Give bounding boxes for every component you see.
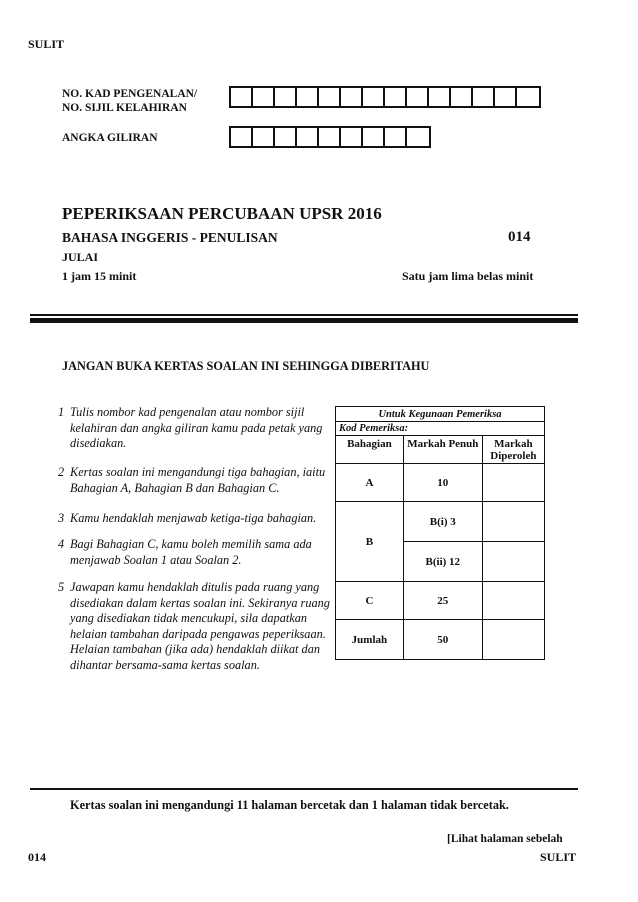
instruction-2: [58, 465, 336, 496]
digit-box[interactable]: [407, 88, 429, 106]
row-b-marks-1: B(i) 3: [403, 502, 482, 542]
digit-box[interactable]: [253, 88, 275, 106]
digit-box[interactable]: [407, 128, 429, 146]
instruction-5: [58, 580, 336, 673]
instruction-1: [58, 405, 336, 452]
exam-code: 014: [508, 229, 531, 245]
rule-thin-top: [30, 314, 578, 316]
col-bahagian: Bahagian: [336, 436, 404, 464]
digit-box[interactable]: [473, 88, 495, 106]
digit-box[interactable]: [429, 88, 451, 106]
digit-box[interactable]: [495, 88, 517, 106]
instruction-text: Kamu hendaklah menjawab ketiga-tiga bahagian.: [70, 511, 317, 525]
exam-month: JULAI: [62, 250, 99, 264]
instruction-3: [58, 511, 336, 527]
row-a-marks: 10: [403, 464, 482, 502]
instruction-number: 2: [58, 465, 65, 479]
rule-thick: [30, 318, 578, 323]
sulit-top: SULIT: [28, 37, 65, 51]
digit-box[interactable]: [297, 128, 319, 146]
ic-number-boxes[interactable]: [229, 86, 541, 108]
digit-box[interactable]: [231, 88, 253, 106]
instruction-number: 4: [58, 537, 65, 551]
angka-giliran-boxes[interactable]: [229, 126, 431, 148]
rule-bottom: [30, 788, 578, 790]
row-total-marks: 50: [403, 620, 482, 660]
digit-box[interactable]: [517, 88, 539, 106]
row-b-score-2[interactable]: [482, 542, 544, 582]
instruction-number: 1: [58, 405, 65, 419]
instruction-text: Bagi Bahagian C, kamu boleh memilih sama ada menjawab Soalan 1 atau Soalan 2.: [70, 537, 312, 567]
digit-box[interactable]: [253, 128, 275, 146]
digit-box[interactable]: [341, 128, 363, 146]
row-c-score[interactable]: [482, 582, 544, 620]
row-total-score[interactable]: [482, 620, 544, 660]
instruction-number: 3: [58, 511, 65, 525]
angka-giliran-label: ANGKA GILIRAN: [62, 132, 158, 144]
kod-pemeriksa: Kod Pemeriksa:: [336, 422, 545, 436]
instruction-text: Jawapan kamu hendaklah ditulis pada ruang yang disediakan dalam kertas soalan ini. Sekiranya ruang yang disediakan tidak mencukupi, sila dapatkan helaian tambahan daripada pengawas peperiksaan. Helaian tambahan (jika ada) hendaklah diikat dan dihantar bersama-sama kertas soalan.: [70, 580, 330, 672]
exam-duration: 1 jam 15 minit: [62, 269, 137, 283]
code-bottom: 014: [28, 850, 46, 864]
instruction-text: Tulis nombor kad pengenalan atau nombor sijil kelahiran dan angka giliran kamu pada petak yang disediakan.: [70, 405, 323, 450]
row-total-label: Jumlah: [336, 620, 404, 660]
row-c-marks: 25: [403, 582, 482, 620]
ic-label-line-1: NO. KAD PENGENALAN/: [62, 88, 198, 100]
exam-duration-words: Satu jam lima belas minit: [402, 269, 534, 283]
digit-box[interactable]: [319, 128, 341, 146]
examiner-table: [335, 406, 545, 660]
exam-title: PEPERIKSAAN PERCUBAAN UPSR 2016: [62, 204, 382, 223]
row-a-score[interactable]: [482, 464, 544, 502]
row-b-marks-2: B(ii) 12: [403, 542, 482, 582]
digit-box[interactable]: [341, 88, 363, 106]
digit-box[interactable]: [385, 88, 407, 106]
row-a-label: A: [336, 464, 404, 502]
digit-box[interactable]: [363, 128, 385, 146]
digit-box[interactable]: [363, 88, 385, 106]
digit-box[interactable]: [231, 128, 253, 146]
instruction-4: [58, 537, 336, 568]
digit-box[interactable]: [275, 128, 297, 146]
digit-box[interactable]: [451, 88, 473, 106]
ic-label: [62, 87, 197, 115]
exam-subject: BAHASA INGGERIS - PENULISAN: [62, 230, 278, 245]
warning-text: JANGAN BUKA KERTAS SOALAN INI SEHINGGA DIBERITAHU: [62, 359, 430, 373]
instruction-text: Kertas soalan ini mengandungi tiga bahagian, iaitu Bahagian A, Bahagian B dan Bahagian C.: [70, 465, 326, 495]
row-c-label: C: [336, 582, 404, 620]
col-markah-diperoleh: Markah Diperoleh: [482, 436, 544, 464]
col-markah-penuh: Markah Penuh: [403, 436, 482, 464]
instruction-number: 5: [58, 580, 65, 594]
examiner-table-title: Untuk Kegunaan Pemeriksa: [336, 407, 545, 422]
row-b-score-1[interactable]: [482, 502, 544, 542]
ic-label-line-2: NO. SIJIL KELAHIRAN: [62, 102, 187, 114]
digit-box[interactable]: [297, 88, 319, 106]
digit-box[interactable]: [385, 128, 407, 146]
digit-box[interactable]: [275, 88, 297, 106]
see-next-page: [Lihat halaman sebelah: [447, 833, 563, 845]
digit-box[interactable]: [319, 88, 341, 106]
sulit-bottom: SULIT: [540, 850, 577, 864]
pages-note: Kertas soalan ini mengandungi 11 halaman bercetak dan 1 halaman tidak bercetak.: [70, 798, 509, 812]
row-b-label: B: [336, 502, 404, 582]
